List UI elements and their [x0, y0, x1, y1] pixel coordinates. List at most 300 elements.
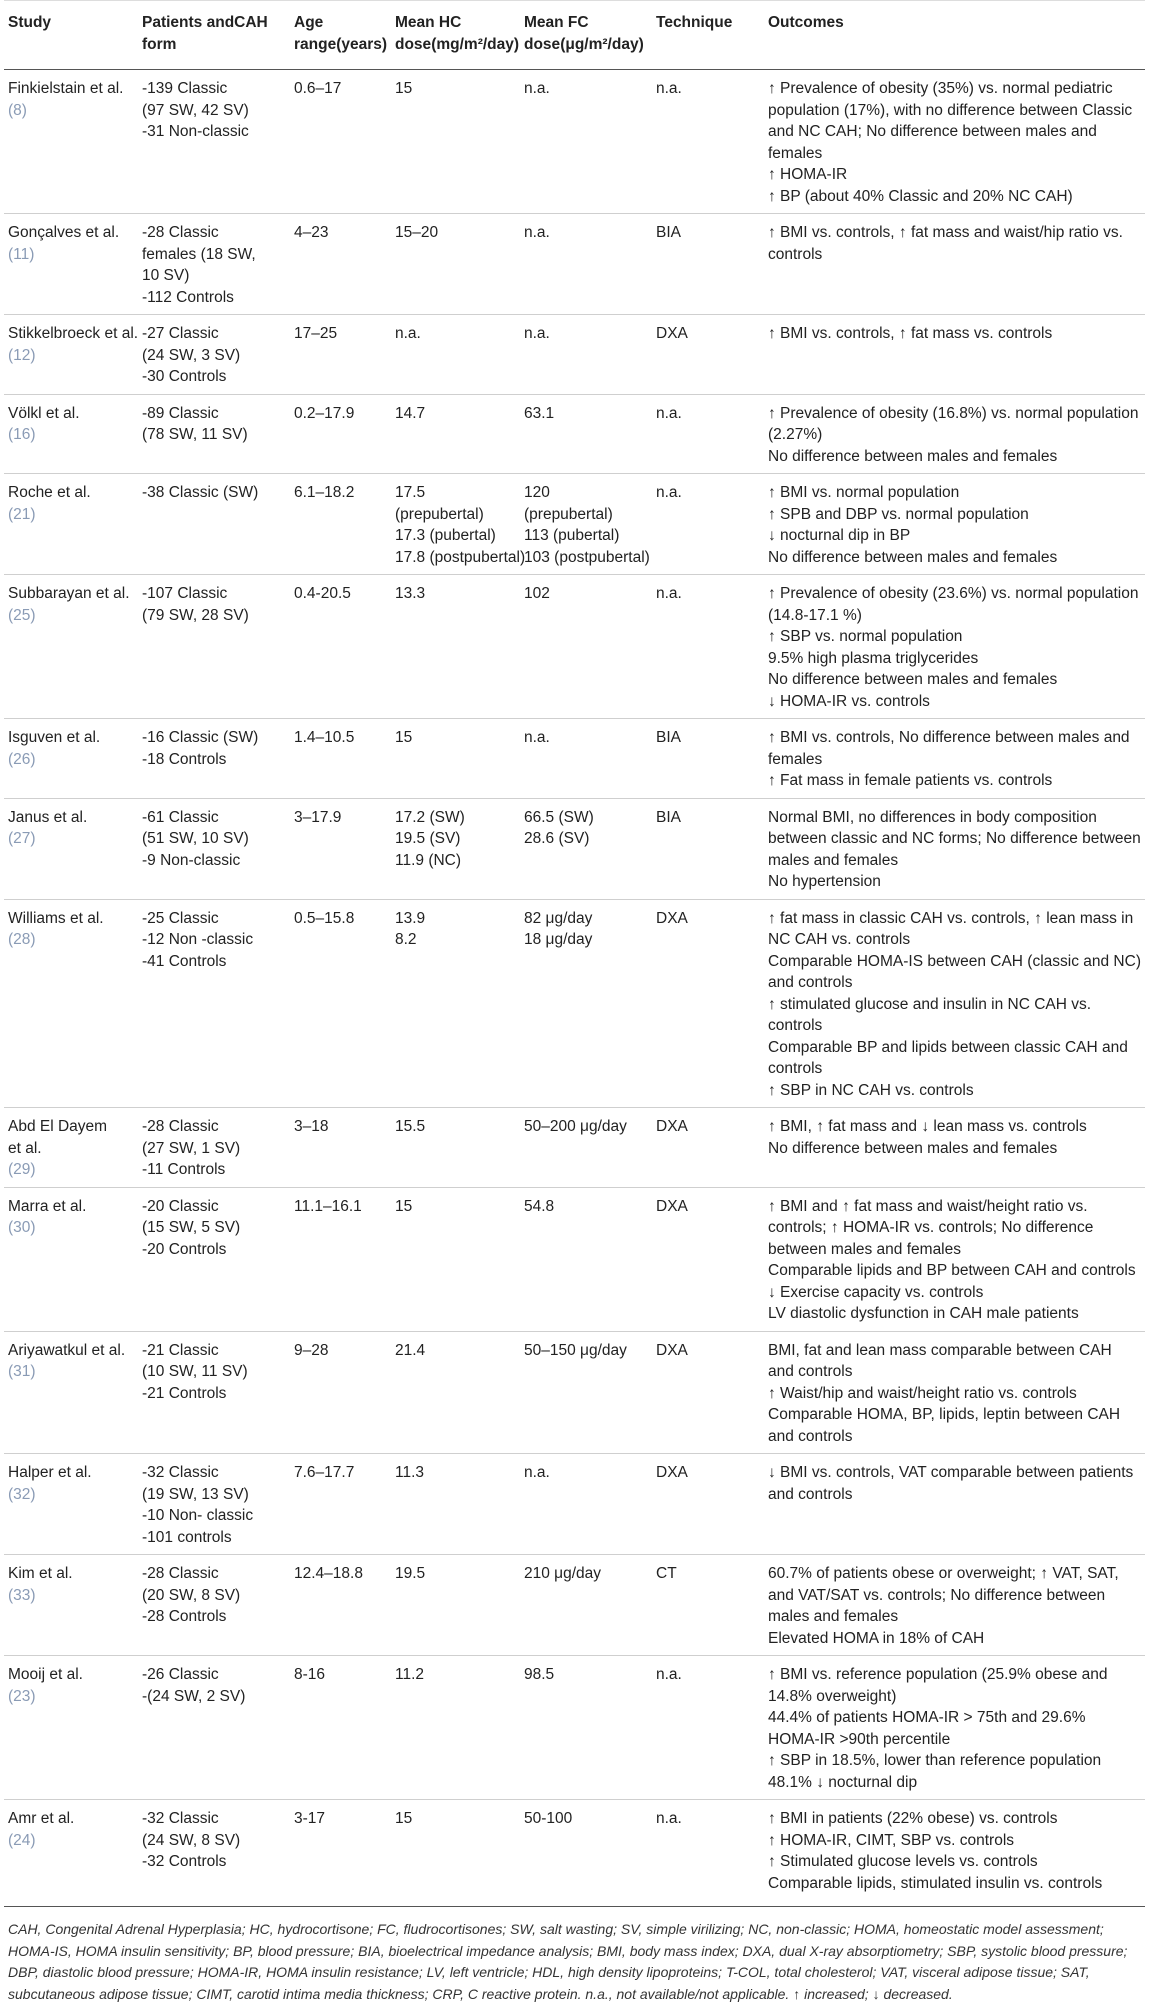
fc-dose-header [520, 1, 652, 70]
age-range-cell [290, 798, 391, 899]
study-cell [4, 1800, 138, 1907]
cell-line: 113 (pubertal) [524, 527, 620, 544]
cell-line: Normal BMI, no differences in body composition between classic and NC forms; No difference between males and females [768, 808, 1141, 869]
cell-line: -32 Classic [142, 1464, 219, 1481]
cell-line: BIA [656, 224, 681, 241]
patients-cell [138, 798, 290, 899]
cell-line: -27 Classic [142, 325, 219, 342]
table-row [4, 1108, 1145, 1188]
cell-line: 17.8 (postpubertal) [395, 548, 526, 566]
reference-link[interactable]: (8) [8, 101, 27, 119]
cell-line: females (18 SW, [142, 245, 256, 263]
hc-dose-cell [391, 315, 520, 395]
fc-dose-cell [520, 1800, 652, 1907]
table-row [4, 1656, 1145, 1800]
table-row [4, 474, 1145, 575]
cell-line: -12 Non -classic [142, 931, 254, 948]
patients-cell [138, 1656, 290, 1800]
header-line: Mean HC dose [395, 14, 462, 53]
cell-line: -89 Classic [142, 404, 219, 422]
fc-dose-cell [520, 1656, 652, 1800]
cell-line: ↑ HOMA-IR [768, 166, 848, 183]
table-row [4, 1800, 1145, 1907]
cell-line: 11.1–16.1 [294, 1197, 362, 1215]
cell-line: 18 μg/day [524, 931, 593, 948]
hc-dose-cell [391, 1800, 520, 1907]
patients-cell [138, 315, 290, 395]
reference-link[interactable]: (12) [8, 346, 36, 364]
table-row [4, 798, 1145, 899]
reference-link[interactable]: (23) [8, 1687, 36, 1705]
age-range-cell [290, 214, 391, 315]
cell-line: (24 SW, 8 SV) [142, 1831, 241, 1849]
cell-line: ↑ SBP in 18.5%, lower than reference population [768, 1752, 1102, 1769]
cell-line: No difference between males and females [768, 1139, 1058, 1157]
cell-line: 3-17 [294, 1810, 326, 1827]
patients-cell [138, 1555, 290, 1656]
cell-line: 60.7% of patients obese or overweight; ↑ VAT, SAT, and VAT/SAT vs. controls; No difference between males and females [768, 1565, 1119, 1625]
outcomes-cell [764, 798, 1145, 899]
cell-line: ↓ Exercise capacity vs. controls [768, 1283, 984, 1301]
cell-line: DXA [656, 1118, 688, 1135]
hc-dose-cell [391, 575, 520, 719]
cell-line: -32 Controls [142, 1853, 227, 1870]
fc-dose-cell [520, 1454, 652, 1555]
hc-dose-cell [391, 1331, 520, 1454]
cell-line: ↑ BMI and ↑ fat mass and waist/height ratio vs. controls; ↑ HOMA-IR vs. controls; No difference between males and females [768, 1197, 1094, 1258]
age-header [290, 1, 391, 70]
reference-link[interactable]: (21) [8, 505, 36, 523]
cell-line: Völkl et al. [8, 404, 80, 422]
cell-line: (27 SW, 1 SV) [142, 1139, 241, 1157]
cell-line: 19.5 [395, 1565, 426, 1582]
outcomes-cell [764, 1454, 1145, 1555]
cell-line: -31 Non-classic [142, 123, 249, 140]
cell-line: Comparable HOMA-IS between CAH (classic and NC) and controls [768, 952, 1141, 991]
technique-cell [652, 1656, 764, 1800]
reference-link[interactable]: (28) [8, 931, 36, 948]
cell-line: (19 SW, 13 SV) [142, 1485, 249, 1503]
outcomes-header [764, 1, 1145, 70]
reference-link[interactable]: (26) [8, 750, 36, 768]
cell-line: ↓ nocturnal dip in BP [768, 527, 911, 544]
cell-line: ↑ Stimulated glucose levels vs. controls [768, 1853, 1038, 1870]
header-line: CAH form [142, 14, 268, 53]
fc-dose-cell [520, 1331, 652, 1454]
table-row [4, 1187, 1145, 1331]
hc-dose-header [391, 1, 520, 70]
outcomes-cell [764, 1187, 1145, 1331]
cell-line: 12.4–18.8 [294, 1565, 363, 1582]
cell-line: n.a. [524, 325, 550, 342]
cell-line: -41 Controls [142, 952, 227, 970]
cell-line: n.a. [656, 1666, 682, 1683]
outcomes-cell [764, 1800, 1145, 1907]
study-cell [4, 70, 138, 214]
patients-cell [138, 70, 290, 214]
cell-line: ↑ BMI vs. normal population [768, 484, 960, 501]
cell-line: ↑ SBP in NC CAH vs. controls [768, 1081, 974, 1099]
cell-line: n.a. [524, 224, 550, 241]
cell-line: No difference between males and females [768, 671, 1058, 688]
table-row [4, 394, 1145, 474]
reference-link[interactable]: (11) [8, 245, 35, 263]
study-cell [4, 1108, 138, 1188]
cell-line: Isguven et al. [8, 729, 101, 746]
outcomes-cell [764, 1656, 1145, 1800]
cell-line: 14.7 [395, 404, 426, 422]
age-range-cell [290, 1187, 391, 1331]
fc-dose-cell [520, 798, 652, 899]
cell-line: (20 SW, 8 SV) [142, 1586, 241, 1604]
technique-cell [652, 798, 764, 899]
fc-dose-cell [520, 1555, 652, 1656]
cell-line: n.a. [656, 404, 682, 422]
header-line: (years) [336, 35, 388, 53]
hc-dose-cell [391, 1454, 520, 1555]
cell-line: 15 [395, 80, 413, 97]
fc-dose-cell [520, 474, 652, 575]
cell-line: 15–20 [395, 224, 439, 241]
cell-line: DXA [656, 1341, 688, 1359]
hc-dose-cell [391, 70, 520, 214]
outcomes-cell [764, 315, 1145, 395]
cell-line: 11.9 (NC) [395, 851, 462, 869]
hc-dose-cell [391, 719, 520, 799]
cell-line: Comparable BP and lipids between classic CAH and controls [768, 1038, 1128, 1077]
cell-line: -26 Classic [142, 1666, 219, 1683]
cell-line: 11.3 [395, 1464, 425, 1481]
cell-line: -20 Classic [142, 1197, 219, 1215]
cell-line: -10 Non- classic [142, 1507, 254, 1524]
cell-line: -28 Classic [142, 224, 219, 241]
cell-line: (10 SW, 11 SV) [142, 1363, 248, 1380]
cell-line: ↑ Fat mass in female patients vs. controls [768, 772, 1053, 789]
cell-line: Kim et al. [8, 1565, 73, 1582]
technique-cell [652, 1187, 764, 1331]
cell-line: 17–25 [294, 325, 338, 342]
cell-line: ↑ BMI vs. reference population (25.9% obese and 14.8% overweight) [768, 1666, 1108, 1705]
cell-line: No hypertension [768, 873, 881, 890]
fc-dose-cell [520, 214, 652, 315]
table-row [4, 1454, 1145, 1555]
outcomes-cell [764, 214, 1145, 315]
cell-line: 0.2–17.9 [294, 404, 355, 422]
cell-line: DXA [656, 325, 688, 342]
fc-dose-cell [520, 899, 652, 1108]
technique-cell [652, 394, 764, 474]
hc-dose-cell [391, 899, 520, 1108]
cell-line: n.a. [656, 80, 682, 97]
cell-line: -101 controls [142, 1528, 232, 1546]
reference-link[interactable]: (30) [8, 1219, 36, 1236]
cell-line: 3–17.9 [294, 808, 342, 826]
cell-line: No difference between males and females [768, 548, 1058, 566]
table-row [4, 214, 1145, 315]
cell-line: n.a. [524, 1464, 550, 1481]
cell-line: -30 Controls [142, 368, 227, 385]
hc-dose-cell [391, 798, 520, 899]
cell-line: (51 SW, 10 SV) [142, 830, 249, 847]
table-row [4, 315, 1145, 395]
cell-line: 21.4 [395, 1341, 426, 1359]
fc-dose-cell [520, 394, 652, 474]
patients-cell [138, 214, 290, 315]
hc-dose-cell [391, 1108, 520, 1188]
cell-line: 120 [524, 484, 550, 501]
table-body [4, 70, 1145, 1907]
cell-line: DXA [656, 1464, 688, 1481]
cell-line: 1.4–10.5 [294, 729, 355, 746]
cell-line: ↑ stimulated glucose and insulin in NC CAH vs. controls [768, 995, 1092, 1034]
cell-line: 9.5% high plasma triglycerides [768, 649, 979, 667]
cell-line: 15 [395, 1197, 413, 1215]
age-range-cell [290, 70, 391, 214]
header-line: (mg/m²/day) [431, 35, 520, 53]
cell-line: ↑ Waist/hip and waist/height ratio vs. controls [768, 1384, 1077, 1402]
cell-line: 48.1% ↓ nocturnal dip [768, 1773, 918, 1791]
cell-line: -9 Non-classic [142, 851, 241, 869]
reference-link[interactable]: (27) [8, 830, 36, 847]
table-header [4, 1, 1145, 70]
technique-header [652, 1, 764, 70]
header-line: Patients and [142, 14, 235, 31]
cell-line: 28.6 (SV) [524, 830, 590, 847]
cell-line: 0.4-20.5 [294, 585, 351, 602]
reference-link[interactable]: (24) [8, 1831, 36, 1849]
technique-cell [652, 1454, 764, 1555]
cell-line: -18 Controls [142, 750, 227, 768]
cell-line: 6.1–18.2 [294, 484, 355, 501]
patients-header [138, 1, 290, 70]
table-row [4, 899, 1145, 1108]
cell-line: Comparable lipids, stimulated insulin vs. controls [768, 1874, 1103, 1892]
cell-line: 3–18 [294, 1118, 329, 1135]
study-cell [4, 214, 138, 315]
cell-line: -16 Classic (SW) [142, 729, 259, 746]
technique-cell [652, 315, 764, 395]
cell-line: Amr et al. [8, 1810, 75, 1827]
cell-line: DXA [656, 1197, 688, 1215]
fc-dose-cell [520, 1187, 652, 1331]
cell-line: -25 Classic [142, 909, 219, 927]
cell-line: ↓ BMI vs. controls, VAT comparable between patients and controls [768, 1464, 1134, 1503]
header-line: Study [8, 14, 52, 31]
cell-line: Janus et al. [8, 808, 88, 826]
cell-line: n.a. [656, 585, 682, 602]
cell-line: BMI, fat and lean mass comparable between CAH and controls [768, 1341, 1112, 1380]
cell-line: -21 Classic [142, 1341, 219, 1359]
cell-line: (78 SW, 11 SV) [142, 426, 248, 443]
cell-line: n.a. [395, 325, 421, 342]
reference-link[interactable]: (32) [8, 1485, 36, 1503]
age-range-cell [290, 474, 391, 575]
cell-line: LV diastolic dysfunction in CAH male patients [768, 1305, 1079, 1322]
cell-line: 13.9 [395, 909, 426, 927]
outcomes-cell [764, 1331, 1145, 1454]
cell-line: ↑ BMI, ↑ fat mass and ↓ lean mass vs. controls [768, 1118, 1087, 1135]
patients-cell [138, 1331, 290, 1454]
study-cell [4, 1656, 138, 1800]
cell-line: 8-16 [294, 1666, 326, 1683]
study-header [4, 1, 138, 70]
cell-line: (24 SW, 3 SV) [142, 346, 241, 364]
cah-studies-table [4, 0, 1145, 1907]
cell-line: ↑ SPB and DBP vs. normal population [768, 505, 1029, 523]
outcomes-cell [764, 899, 1145, 1108]
header-line: Mean FC dose [524, 14, 589, 53]
cell-line: 210 μg/day [524, 1565, 602, 1582]
cell-line: Subbarayan et al. [8, 585, 130, 602]
cell-line: 44.4% of patients HOMA-IR > 75th and 29.6% HOMA-IR >90th percentile [768, 1709, 1086, 1748]
study-cell [4, 798, 138, 899]
study-cell [4, 1454, 138, 1555]
cell-line: 50–200 μg/day [524, 1118, 627, 1135]
study-cell [4, 719, 138, 799]
cell-line: ↓ HOMA-IR vs. controls [768, 692, 930, 710]
study-cell [4, 899, 138, 1108]
cell-line: Halper et al. [8, 1464, 92, 1481]
cell-line: ↑ SBP vs. normal population [768, 628, 963, 645]
cell-line: -38 Classic (SW) [142, 484, 259, 501]
cell-line: Comparable lipids and BP between CAH and controls [768, 1262, 1136, 1279]
cell-line: ↑ BMI vs. controls, No difference between males and females [768, 729, 1130, 768]
age-range-cell [290, 315, 391, 395]
cell-line: Comparable HOMA, BP, lipids, leptin between CAH and controls [768, 1406, 1121, 1445]
cell-line: -(24 SW, 2 SV) [142, 1687, 246, 1705]
patients-cell [138, 719, 290, 799]
study-cell [4, 1555, 138, 1656]
outcomes-cell [764, 719, 1145, 799]
patients-cell [138, 394, 290, 474]
patients-cell [138, 474, 290, 575]
header-line: Technique [656, 14, 733, 31]
table-row [4, 70, 1145, 214]
cell-line: ↑ fat mass in classic CAH vs. controls, ↑ lean mass in NC CAH vs. controls [768, 909, 1134, 948]
cell-line: 17.5 [395, 484, 426, 501]
fc-dose-cell [520, 719, 652, 799]
age-range-cell [290, 394, 391, 474]
fc-dose-cell [520, 575, 652, 719]
outcomes-cell [764, 1555, 1145, 1656]
cell-line: 4–23 [294, 224, 329, 241]
reference-link[interactable]: (33) [8, 1586, 36, 1604]
cell-line: Mooij et al. [8, 1666, 83, 1683]
cell-line: -32 Classic [142, 1810, 219, 1827]
study-cell [4, 394, 138, 474]
outcomes-cell [764, 1108, 1145, 1188]
cell-line: ↑ BMI vs. controls, ↑ fat mass vs. controls [768, 325, 1053, 342]
technique-cell [652, 1800, 764, 1907]
cell-line: 11.2 [395, 1666, 425, 1683]
technique-cell [652, 474, 764, 575]
technique-cell [652, 719, 764, 799]
cell-line: Gonçalves et al. [8, 224, 120, 241]
outcomes-cell [764, 394, 1145, 474]
hc-dose-cell [391, 394, 520, 474]
table-footnote: CAH, Congenital Adrenal Hyperplasia; HC, hydrocortisone; FC, fludrocortisones; SW, salt wasting; SV, simple virilizing; NC, non-classic; HOMA, homeostatic model assessment; HOMA-IS, HOMA insulin sensitivity; BP, blood pressure; BIA, bioelectrical impedance analysis; BMI, body mass index; DXA, dual X-ray absorptiometry; SBP, systolic blood pressure; DBP, diastolic blood pressure; HOMA-IR, HOMA insulin resistance; LV, left ventricle; HDL, high density lipoproteins; T-COL, total cholesterol; VAT, visceral adipose tissue; SAT, subcutaneous adipose tissue; CIMT, carotid intima media thickness; CRP, C reactive protein. n.a., not available/not applicable. ↑ increased; ↓ decreased. [8, 1921, 1128, 2002]
study-cell [4, 474, 138, 575]
hc-dose-cell [391, 1656, 520, 1800]
cell-line: 15.5 [395, 1118, 426, 1135]
cell-line: 0.5–15.8 [294, 909, 355, 927]
technique-cell [652, 1555, 764, 1656]
study-cell [4, 1331, 138, 1454]
cell-line: CT [656, 1565, 677, 1582]
cell-line: 9–28 [294, 1341, 329, 1359]
fc-dose-cell [520, 1108, 652, 1188]
cell-line: 50–150 μg/day [524, 1341, 627, 1359]
cell-line: ↑ BP (about 40% Classic and 20% NC CAH) [768, 187, 1073, 205]
study-cell [4, 315, 138, 395]
cell-line: Abd El Dayem [8, 1118, 108, 1135]
technique-cell [652, 899, 764, 1108]
cell-line: 0.6–17 [294, 80, 342, 97]
cell-line: ↑ Prevalence of obesity (35%) vs. normal pediatric population (17%), with no difference between Classic and NC CAH; No difference between males and females [768, 80, 1133, 162]
age-range-cell [290, 1331, 391, 1454]
age-range-cell [290, 1108, 391, 1188]
cell-line: Finkielstain et al. [8, 80, 124, 97]
cell-line: ↑ Prevalence of obesity (16.8%) vs. normal population (2.27%) [768, 404, 1139, 443]
reference-link[interactable]: (29) [8, 1161, 36, 1178]
technique-cell [652, 1108, 764, 1188]
cell-line: n.a. [524, 80, 550, 97]
cell-line: Stikkelbroeck et al. [8, 325, 139, 342]
cell-line: ↑ Prevalence of obesity (23.6%) vs. normal population (14.8-17.1 %) [768, 585, 1139, 624]
cell-line: n.a. [656, 484, 682, 501]
cell-line: BIA [656, 729, 681, 746]
header-line: (μg/m²/day) [560, 35, 644, 53]
fc-dose-cell [520, 315, 652, 395]
cell-line: 103 (postpubertal) [524, 548, 650, 566]
cell-line: ↑ BMI vs. controls, ↑ fat mass and waist/hip ratio vs. controls [768, 224, 1123, 263]
cell-line: ↑ HOMA-IR, CIMT, SBP vs. controls [768, 1831, 1015, 1849]
reference-link[interactable]: (25) [8, 606, 36, 624]
cell-line: BIA [656, 808, 681, 826]
age-range-cell [290, 1454, 391, 1555]
age-range-cell [290, 1800, 391, 1907]
reference-link[interactable]: (16) [8, 426, 36, 443]
cell-line: ↑ BMI in patients (22% obese) vs. controls [768, 1810, 1058, 1827]
reference-link[interactable]: (31) [8, 1363, 36, 1380]
outcomes-cell [764, 575, 1145, 719]
age-range-cell [290, 1555, 391, 1656]
patients-cell [138, 1187, 290, 1331]
fc-dose-cell [520, 70, 652, 214]
cell-line: 17.2 (SW) [395, 808, 465, 826]
patients-cell [138, 1800, 290, 1907]
outcomes-cell [764, 70, 1145, 214]
cell-line: 82 μg/day [524, 909, 593, 927]
hc-dose-cell [391, 1555, 520, 1656]
cell-line: 17.3 (pubertal) [395, 527, 496, 544]
cell-line: DXA [656, 909, 688, 927]
cell-line: -139 Classic [142, 80, 228, 97]
cell-line: -28 Controls [142, 1608, 227, 1625]
cell-line: -61 Classic [142, 808, 219, 826]
cell-line: 7.6–17.7 [294, 1464, 355, 1481]
age-range-cell [290, 719, 391, 799]
technique-cell [652, 70, 764, 214]
hc-dose-cell [391, 1187, 520, 1331]
cell-line: Williams et al. [8, 909, 104, 927]
cell-line: No difference between males and females [768, 447, 1058, 465]
cell-line: -28 Classic [142, 1118, 219, 1135]
patients-cell [138, 575, 290, 719]
header-line: Outcomes [768, 14, 844, 31]
age-range-cell [290, 899, 391, 1108]
cell-line: Marra et al. [8, 1197, 87, 1215]
